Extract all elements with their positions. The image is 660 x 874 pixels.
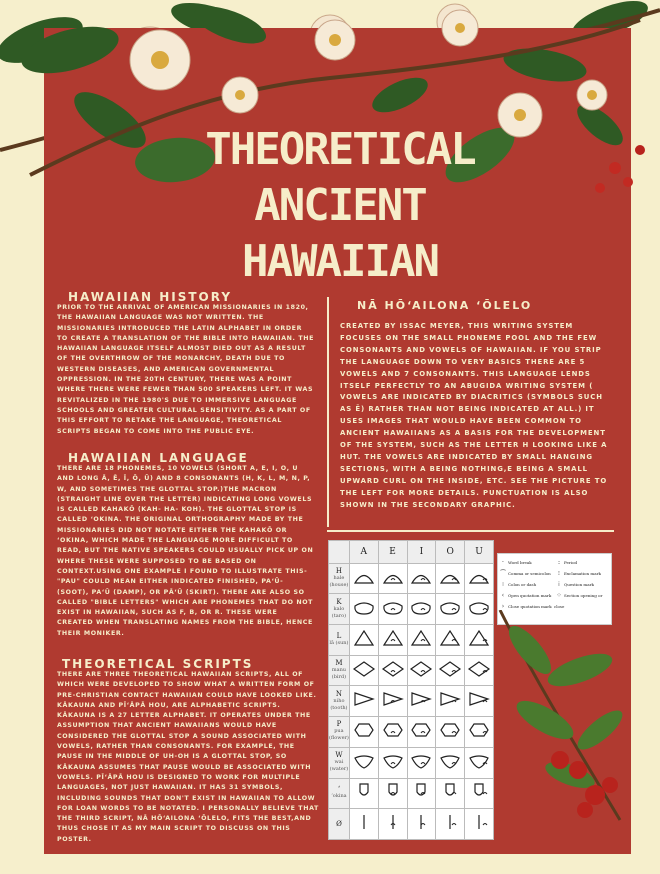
naholona-body: CREATED BY ISSAC MEYER, THIS WRITING SYSTEM FOCUSES ON THE SMALL PHONEME POOL AND THE FEW CONSONANTS AND VOWELS OF HAWAIIAN. IF YOU STRIP THE LANGUAGE DOWN TO VERY BASICS THERE ARE 5 VOWELS AND 7 CONSONANTS. THIS LANGUAGE LENDS ITSELF PERFECTLY TO AN ABUGIDA WRITING SYSTEM ( VOWELS ARE INDICATED BY DIACRITICS (SYMBOLS SUCH AS Ē) RATHER THAN NOT BEING INDICATED AT ALL.) IT USES IMAGES THAT WOULD HAVE BEEN COMMON TO ANCIENT HAWAIIANS AS A BASIS FOR THE DEVELOPMENT OF THE SYSTEM, SUCH AS THE LETTER H LOOKING LIKE A HUT. THE VOWELS ARE INDICATED BY SMALL HANGING SECTIONS, WITH A BEING NOTHING,E BEING A SMALL UPWARD CURL ON THE INSIDE, ETC. SEE THE PICTURE TO THE LEFT FOR MORE DETAILS. PUNCTUATION IS ALSO SHOWN IN THE SECONDARY GRAPHIC. bbox=[340, 322, 608, 509]
glyph-cell bbox=[436, 625, 465, 656]
glyph-icon bbox=[352, 690, 376, 708]
glyph-cell bbox=[378, 563, 407, 594]
consonant-gloss: niho (tooth) bbox=[330, 697, 348, 711]
punctuation-glyph: ∶ bbox=[502, 581, 504, 588]
consonant-gloss: hale (house) bbox=[329, 575, 349, 589]
punctuation-entry bbox=[498, 590, 554, 601]
punctuation-label: Question mark bbox=[564, 582, 594, 587]
consonant-letter: L bbox=[336, 631, 342, 640]
script-chart-row bbox=[329, 809, 494, 840]
script-chart-row bbox=[329, 655, 494, 686]
glyph-cell bbox=[407, 563, 436, 594]
glyph-cell bbox=[378, 717, 407, 748]
vowel-header: U bbox=[465, 541, 494, 564]
glyph-cell bbox=[436, 594, 465, 625]
consonant-gloss: manu (bird) bbox=[331, 667, 347, 681]
punctuation-entry bbox=[554, 568, 610, 579]
glyph-cell bbox=[378, 747, 407, 778]
glyph-icon bbox=[409, 690, 433, 708]
chart-corner bbox=[329, 541, 350, 564]
punctuation-glyph: ⁀ bbox=[500, 570, 506, 577]
punctuation-glyph: · bbox=[502, 559, 504, 566]
consonant-letter: K bbox=[336, 597, 342, 606]
glyph-cell bbox=[436, 563, 465, 594]
glyph-icon bbox=[381, 721, 405, 739]
consonant-label bbox=[329, 717, 350, 748]
punctuation-glyph: ‹ bbox=[501, 592, 505, 599]
glyph-icon bbox=[438, 629, 462, 647]
glyph-cell bbox=[378, 778, 407, 809]
glyph-cell bbox=[436, 655, 465, 686]
consonant-gloss: wai (water) bbox=[329, 759, 349, 773]
glyph-icon bbox=[352, 721, 376, 739]
punctuation-label: Open quotation mark bbox=[508, 593, 552, 598]
consonant-label bbox=[329, 625, 350, 656]
glyph-cell bbox=[436, 717, 465, 748]
glyph-icon bbox=[352, 813, 376, 831]
consonant-label bbox=[329, 563, 350, 594]
glyph-icon bbox=[409, 568, 433, 586]
section-divider bbox=[327, 530, 614, 532]
punctuation-glyph: ⁝ bbox=[558, 570, 560, 577]
consonant-letter: P bbox=[336, 720, 342, 729]
scripts-heading: THEORETICAL SCRIPTS bbox=[62, 657, 254, 671]
glyph-icon bbox=[467, 629, 491, 647]
glyph-icon bbox=[409, 629, 433, 647]
glyph-icon bbox=[381, 782, 405, 800]
punctuation-glyph: ⁘ bbox=[556, 592, 562, 599]
punctuation-glyph: › bbox=[501, 603, 505, 610]
glyph-cell bbox=[378, 655, 407, 686]
glyph-cell bbox=[349, 747, 378, 778]
glyph-cell bbox=[407, 778, 436, 809]
consonant-gloss: pua (flower) bbox=[329, 728, 349, 742]
glyph-cell bbox=[465, 563, 494, 594]
punctuation-label: Close quotation mark bbox=[508, 604, 552, 609]
title-line-1: THEORETICAL bbox=[205, 124, 475, 175]
vowel-header: I bbox=[407, 541, 436, 564]
punctuation-entry bbox=[498, 568, 554, 579]
naholona-heading: NĀ HŌʻAILONA ʻŌLELO bbox=[357, 299, 533, 312]
glyph-cell bbox=[349, 717, 378, 748]
consonant-label bbox=[329, 594, 350, 625]
glyph-icon bbox=[352, 598, 376, 616]
punctuation-entry bbox=[554, 590, 610, 609]
consonant-label bbox=[329, 686, 350, 717]
glyph-icon bbox=[381, 568, 405, 586]
punctuation-label: Comma or semicolon bbox=[508, 571, 551, 576]
vowel-header: E bbox=[378, 541, 407, 564]
consonant-gloss: lā (sun) bbox=[329, 639, 349, 646]
glyph-cell bbox=[349, 594, 378, 625]
scripts-body: THERE ARE THREE THEORETICAL HAWAIIAN SCRIPTS, ALL OF WHICH WERE DEVELOPED TO SHOW WHAT A WRITTEN FORM OF PRE-CHRISTIAN CONTACT HAWAIIAN COULD HAVE LOOKED LIKE. KĀKAUNA AND PĪʻĀPĀ HOU, ARE ALPHABETIC SCRIPTS. KĀKAUNA IS A 27 LETTER ALPHABET. IT OPERATES UNDER THE ASSUMPTION THAT ANCIENT HAWAIIANS WOULD HAVE CONSIDERED THE GLOTTAL STOP A SOUND ASSOCIATED WITH VOWELS, RATHER THAN CONSONANTS. FOR EXAMPLE, THE PAUSE IN THE MIDDLE OF UH-OH IS A GLOTTAL STOP, SO KĀKAUNA ASSUMES THAT PAUSE WOULD BE ASSOCIATED WITH VOWELS. PĪʻĀPĀ HOU IS DESIGNED TO WORK FOR MULTIPLE LANGUAGES, NOT JUST HAWAIIAN. IT HAS 31 SYMBOLS, INCLUDING SOUNDS THAT DON'T EXIST IN HAWAIIAN TO ALLOW FOR LOAN WORDS TO BE NOTATED. I PERSONALLY BELIEVE THAT THE THIRD SCRIPT, NĀ HŌʻAILONA ʻŌLELO, FITS THE BEST,AND THUS CHOSE IT AS MY MAIN SCRIPT TO DISCUSS ON THIS POSTER. bbox=[57, 671, 319, 843]
cherry-branch-illustration bbox=[490, 610, 640, 830]
script-chart-row bbox=[329, 594, 494, 625]
glyph-icon bbox=[352, 660, 376, 678]
glyph-cell bbox=[436, 778, 465, 809]
consonant-letter: ʻ bbox=[337, 785, 341, 794]
script-chart-row bbox=[329, 563, 494, 594]
consonant-letter: H bbox=[335, 567, 342, 576]
glyph-icon bbox=[352, 752, 376, 770]
glyph-icon bbox=[409, 813, 433, 831]
script-chart-row bbox=[329, 625, 494, 656]
consonant-letter: W bbox=[335, 751, 343, 760]
poster-title bbox=[140, 122, 540, 290]
glyph-cell bbox=[378, 594, 407, 625]
punctuation-label: Period bbox=[564, 560, 578, 565]
vowel-header: O bbox=[436, 541, 465, 564]
glyph-cell bbox=[349, 686, 378, 717]
punctuation-entry bbox=[554, 557, 610, 568]
glyph-icon bbox=[352, 568, 376, 586]
glyph-cell bbox=[407, 686, 436, 717]
glyph-icon bbox=[438, 782, 462, 800]
consonant-letter: N bbox=[335, 689, 342, 698]
glyph-cell bbox=[349, 563, 378, 594]
glyph-cell bbox=[378, 686, 407, 717]
punctuation-glyph: : bbox=[557, 559, 561, 566]
script-chart-row bbox=[329, 686, 494, 717]
glyph-icon bbox=[438, 752, 462, 770]
glyph-icon bbox=[438, 568, 462, 586]
glyph-icon bbox=[438, 721, 462, 739]
glyph-icon bbox=[467, 598, 491, 616]
glyph-cell bbox=[378, 625, 407, 656]
glyph-cell bbox=[349, 778, 378, 809]
script-chart-table bbox=[328, 540, 494, 840]
punctuation-label: Word break bbox=[508, 560, 532, 565]
glyph-icon bbox=[467, 568, 491, 586]
consonant-gloss: ʻokina bbox=[331, 793, 347, 800]
glyph-icon bbox=[438, 690, 462, 708]
script-chart-row bbox=[329, 747, 494, 778]
punctuation-glyph: ⁞ bbox=[558, 581, 560, 588]
glyph-icon bbox=[438, 813, 462, 831]
glyph-cell bbox=[349, 655, 378, 686]
consonant-letter: M bbox=[335, 659, 343, 668]
glyph-icon bbox=[467, 752, 491, 770]
glyph-icon bbox=[409, 660, 433, 678]
glyph-icon bbox=[467, 782, 491, 800]
glyph-icon bbox=[352, 629, 376, 647]
punctuation-entry bbox=[498, 557, 554, 568]
consonant-letter: Ø bbox=[336, 819, 342, 828]
history-heading: HAWAIIAN HISTORY bbox=[68, 290, 233, 304]
glyph-icon bbox=[381, 629, 405, 647]
title-line-3: HAWAIIAN bbox=[242, 236, 438, 287]
punctuation-entry bbox=[554, 579, 610, 590]
history-body: PRIOR TO THE ARRIVAL OF AMERICAN MISSIONARIES IN 1820, THE HAWAIIAN LANGUAGE WAS NOT WRITTEN. THE MISSIONARIES INTRODUCED THE LATIN ALPHABET IN ORDER TO CREATE A TRANSLATION OF THE BIBLE INTO HAWAIIAN. THE HAWAIIAN LANGUAGE ITSELF ALMOST DIED OUT AS A RESULT OF THE OVERTHROW OF THE MONARCHY, DEATH DUE TO WESTERN DISEASES, AND AMERICAN GOVERNMENTAL OPPRESSION. IN THE 20TH CENTURY, THERE WAS A POINT WHERE THERE WERE FEWER THAN 500 SPEAKERS LEFT. IT WAS REVITALIZED IN THE 1980'S DUE TO IMMERSIVE LANGUAGE SCHOOLS AND GREATER CULTURAL SENSITIVITY. AS A PART OF THIS EFFORT TO RETAKE THE LANGUAGE, THEORETICAL SCRIPTS BEGAN TO COME INTO THE PUBLIC EYE. bbox=[57, 304, 315, 435]
glyph-icon bbox=[467, 721, 491, 739]
script-chart bbox=[328, 540, 494, 840]
glyph-icon bbox=[381, 752, 405, 770]
glyph-cell bbox=[349, 809, 378, 840]
glyph-cell bbox=[407, 655, 436, 686]
consonant-label bbox=[329, 778, 350, 809]
glyph-icon bbox=[381, 813, 405, 831]
glyph-cell bbox=[436, 686, 465, 717]
punctuation-label: Exclamation mark bbox=[564, 571, 601, 576]
consonant-gloss: kalo (taro) bbox=[331, 605, 347, 619]
glyph-cell bbox=[436, 809, 465, 840]
glyph-icon bbox=[467, 660, 491, 678]
glyph-icon bbox=[409, 752, 433, 770]
language-heading: HAWAIIAN LANGUAGE bbox=[68, 451, 249, 465]
glyph-icon bbox=[409, 721, 433, 739]
glyph-cell bbox=[436, 747, 465, 778]
consonant-label bbox=[329, 747, 350, 778]
punctuation-entry bbox=[498, 579, 554, 590]
consonant-label bbox=[329, 809, 350, 840]
glyph-cell bbox=[349, 625, 378, 656]
glyph-icon bbox=[409, 598, 433, 616]
title-line-2: ANCIENT bbox=[254, 180, 426, 231]
script-chart-row bbox=[329, 778, 494, 809]
script-chart-rows bbox=[329, 563, 494, 839]
glyph-icon bbox=[381, 598, 405, 616]
glyph-icon bbox=[381, 660, 405, 678]
language-body: THERE ARE 18 PHONEMES, 10 VOWELS (SHORT A, E, I, O, U AND LONG Ā, Ē, Ī, Ō, Ū) AND 8 CONSONANTS (H, K, L, M, N, P, W, AND SOMETIMES THE GLOTTAL STOP.)THE MACRON (STRAIGHT LINE OVER THE LETTER) INDICATING LONG VOWELS IS CALLED KAHAKŌ (KAH- HA- KOH). THE GLOTTAL STOP IS CALLED ʻOKINA. THE ORIGINAL ORTHOGRAPHY MADE BY THE MISSIONARIES DID NOT NOTATE EITHER THE KAHAKŌ OR ʻOKINA, WHICH MADE THE LANGUAGE MORE DIFFICULT TO READ, BUT THE NATIVE SPEAKERS COULD USUALLY PICK UP ON WHERE THESE WERE SUPPOSED TO BE BASED ON CONTEXT.USING ONE EXAMPLE I FOUND TO ILLUSTRATE THIS- "PAU" COULD MEAN EITHER INDICATED FINISHED, PAʻŪ- (SOOT), PAʻŪ (DAMP), OR PĀʻŪ (SKIRT). THERE ARE ALSO SO CALLED "BIBLE LETTERS" WHICH ARE PHONEMES THAT DO NOT EXIST IN HAWAIIAN, SUCH AS F, B, OR R. THESE WERE CREATED WHEN TRANSLATING NAMES FROM THE BIBLE, HENCE THEIR MONIKER. bbox=[57, 465, 314, 637]
punctuation-label: Section opening or close bbox=[554, 593, 603, 609]
glyph-icon bbox=[352, 782, 376, 800]
glyph-icon bbox=[467, 690, 491, 708]
punctuation-label: Colon or dash bbox=[508, 582, 537, 587]
glyph-cell bbox=[407, 625, 436, 656]
glyph-cell bbox=[407, 594, 436, 625]
consonant-label bbox=[329, 655, 350, 686]
column-divider bbox=[327, 297, 329, 527]
glyph-icon bbox=[409, 782, 433, 800]
glyph-cell bbox=[378, 809, 407, 840]
glyph-cell bbox=[407, 717, 436, 748]
glyph-icon bbox=[438, 660, 462, 678]
glyph-cell bbox=[407, 747, 436, 778]
glyph-icon bbox=[381, 690, 405, 708]
glyph-cell bbox=[407, 809, 436, 840]
script-chart-row bbox=[329, 717, 494, 748]
glyph-icon bbox=[467, 813, 491, 831]
glyph-icon bbox=[438, 598, 462, 616]
vowel-header: A bbox=[349, 541, 378, 564]
